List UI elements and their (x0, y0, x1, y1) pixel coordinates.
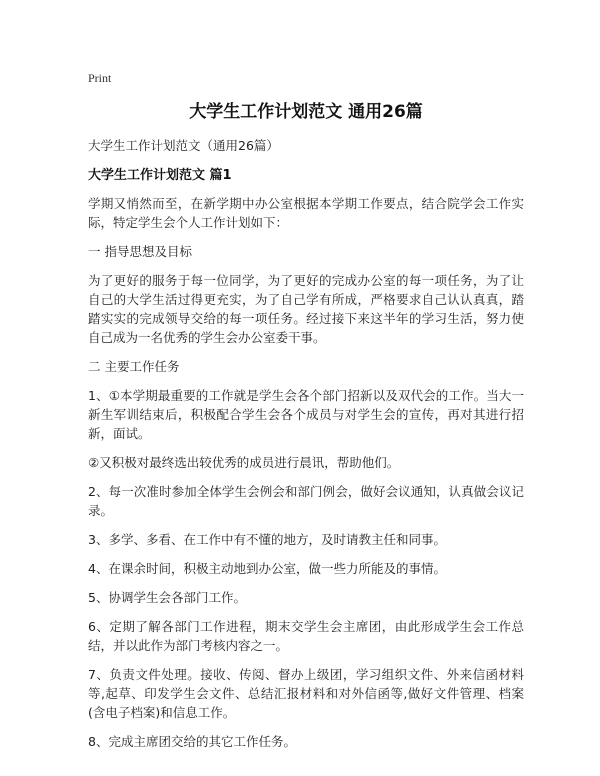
task-item-4: 4、在课余时间，积极主动地到办公室，做一些力所能及的事情。 (88, 561, 446, 576)
document-title: 大学生工作计划范文 通用26篇 (189, 102, 423, 122)
task-item-7: 7、负责文件处理。接收、传阅、督办上级团，学习组织文件、外来信函材料等,起草、印发学生会文件、总结汇报材料和对外信函等,做好文件管理、档案(含电子档案)和信息工作。 (88, 667, 524, 720)
heading-main-tasks: 二 主要工作任务 (88, 359, 180, 374)
task-item-6: 6、定期了解各部门工作进程，期末交学生会主席团，由此形成学生会工作总结，并以此作为部门考核内容之一。 (88, 619, 524, 653)
intro-paragraph: 学期又悄然而至，在新学期中办公室根据本学期工作要点，结合院学会工作实际，特定学生会个人工作计划如下： (88, 196, 524, 230)
guiding-thought-paragraph: 为了更好的服务于每一位同学，为了更好的完成办公室的每一项任务，为了让自己的大学生活过得更充实，为了自己学有所成，严格要求自己认认真真，踏踏实实的完成领导交给的每一项任务。经过接下来这半年的学习生活，努力使自己成为一名优秀的学生会办公室委干事。 (88, 273, 524, 345)
task-item-8: 8、完成主席团交给的其它工作任务。 (88, 734, 296, 749)
heading-guiding-thought: 一 指导思想及目标 (88, 244, 192, 259)
document-subtitle: 大学生工作计划范文（通用26篇） (88, 138, 279, 153)
task-item-1: 1、①本学期最重要的工作就是学生会各个部门招新以及双代会的工作。当大一新生军训结束后，积极配合学生会各个成员与对学生会的宣传，再对其进行招新，面试。 (88, 388, 524, 441)
task-item-3: 3、多学、多看、在工作中有不懂的地方，及时请教主任和同事。 (88, 532, 446, 547)
task-item-5: 5、协调学生会各部门工作。 (88, 590, 246, 605)
document-page (88, 70, 524, 761)
task-item-1b: ②又积极对最终选出较优秀的成员进行晨讯，帮助他们。 (88, 455, 400, 470)
task-item-2: 2、每一次准时参加全体学生会例会和部门例会，做好会议通知，认真做会议记录。 (88, 484, 524, 518)
print-link[interactable]: Print (88, 71, 112, 85)
section-title: 大学生工作计划范文 篇1 (88, 168, 232, 183)
